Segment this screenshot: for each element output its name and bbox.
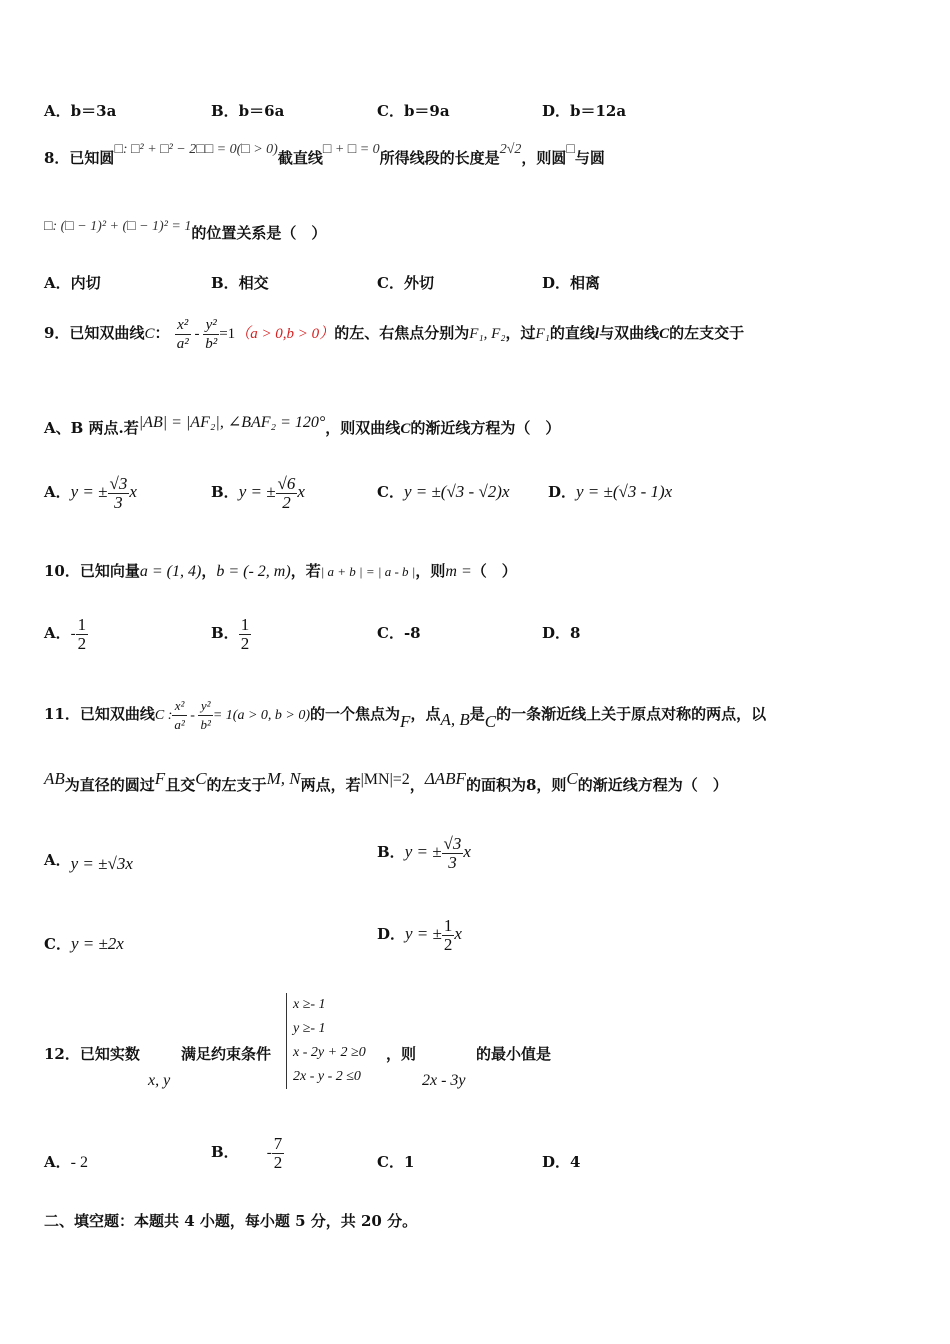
q8-option-c: C．外切 [377, 274, 434, 292]
q8-option-b: B．相交 [211, 274, 269, 292]
q11-stem-line2: AB为直径的圆过F且交C的左支于M, N两点，若|MN|=2，ΔABF的面积为8，则C的渐近线方程为（ ） [44, 769, 728, 794]
constraint-4: 2x - y - 2 ≤0 [293, 1069, 361, 1084]
q8-option-d: D．相离 [542, 274, 601, 292]
mn-length: |MN|=2 [360, 771, 410, 788]
q7-option-c: C．b＝9a [377, 102, 450, 120]
vector-b: b = (- 2, m) [216, 563, 291, 580]
q12-prefix: 12．已知实数 [44, 1045, 140, 1063]
q8-stem-line1: 8．已知圆□: □² + □² − 2□□ = 0(□ > 0)截直线□ + □ = 0所得线段的长度是2√2，则圆□与圆 [44, 142, 605, 167]
q11-number: 11．已知双曲线 [44, 705, 155, 723]
q10-option-b: B． $\frac{1}{2}$ [211, 614, 250, 653]
objective-expression: 2x - 3y [422, 1072, 466, 1089]
y2-over-b2: $\frac{\text{y²}}{\text{b²}}$ [205, 316, 218, 352]
q9-option-a: A．y = ± $\frac{√3}{3}$ x [44, 473, 137, 512]
q11-stem-line1: 11．已知双曲线C : $\frac{\text{x²}}{\text{a²}}$ - $\frac{\text{y²}}{\text{b²}}$ = 1(a > 0, b > 0)的一个焦点为F，点A, B是C的一条渐近线上关于原点对称的两点，以 [44, 697, 767, 732]
constraint-system [286, 993, 366, 1089]
q11-option-c: C．y = ±2x [44, 934, 124, 953]
q11-option-a: A．y = ±√3x [44, 851, 133, 873]
q10-option-c: C．-8 [377, 624, 421, 642]
line-equation: □ + □ = 0 [322, 142, 380, 157]
q12-option-d: D．4 [542, 1153, 581, 1171]
q9-stem-line2: A、B 两点.若|AB| = |AF₂|, ∠BAF₂ = 120°，则双曲线C的渐近线方程为（ ） [44, 414, 561, 437]
q10-stem: 10．已知向量a = (1, 4)，b = (- 2, m)，若| a + b | = | a - b |，则m =（ ） [44, 562, 517, 580]
q12-option-b: B． - $\frac{7}{2}$ [211, 1133, 283, 1172]
q12-option-a: A．- 2 [44, 1153, 88, 1171]
q8-stem-line2: □: (□ − 1)² + (□ − 1)² = 1的位置关系是（ ） [44, 219, 327, 242]
q12-option-c: C．1 [377, 1153, 415, 1171]
q10-option-a: A．- $\frac{1}{2}$ [44, 614, 87, 653]
q9-stem-line1: 9．已知双曲线C： $\frac{\text{x²}}{\text{a²}}$ - $\frac{\text{y²}}{\text{b²}}$ =1（a > 0,b > 0）的左、右焦点分别为F₁, F₂，过F₁的直线l与双曲线C的左支交于 [44, 316, 745, 352]
q9-condition-2: |AB| = |AF₂|, ∠BAF₂ = 120° [138, 414, 326, 431]
foci: F₁, F₂ [469, 326, 506, 342]
triangle-abf: ΔABF [424, 769, 466, 788]
q9-option-c: C．y = ±(√3 - √2)x [377, 482, 510, 501]
q9-number: 9．已知双曲线 [44, 324, 145, 342]
q8-option-a: A．内切 [44, 274, 101, 292]
q11-option-d: D．y = ± $\frac{1}{2}$ x [377, 915, 462, 954]
constraint-3: x - 2y + 2 ≥0 [293, 1045, 366, 1060]
vector-a: a = (1, 4) [139, 563, 202, 580]
variables-xy: x, y [148, 1072, 171, 1089]
q12-condition-label: 满足约束条件 [181, 1045, 272, 1063]
q7-option-d: D．b＝12a [542, 102, 627, 120]
q9-option-d: D．y = ±(√3 - 1)x [548, 482, 673, 501]
circle-n-equation: □: (□ − 1)² + (□ − 1)² = 1 [44, 219, 192, 234]
q9-condition: （a > 0,b > 0） [235, 326, 335, 342]
q10-condition: | a + b | = | a - b | [320, 564, 416, 579]
q7-option-b: B．b＝6a [211, 102, 285, 120]
constraint-2: y ≥- 1 [293, 1021, 326, 1036]
q11-option-b: B．y = ± $\frac{√3}{3}$ x [377, 833, 471, 872]
q8-number: 8．已知圆 [44, 149, 115, 167]
q9-option-b: B．y = ± $\frac{√6}{2}$ x [211, 473, 305, 512]
section-heading-fill-in: 二、填空题：本题共 4 小题，每小题 5 分，共 20 分。 [44, 1212, 418, 1230]
q10-option-d: D．8 [542, 624, 581, 642]
q10-number: 10．已知向量 [44, 562, 140, 580]
circle-m-equation: □: □² + □² − 2□□ = 0(□ > 0) [114, 142, 278, 157]
q7-option-a: A．b＝3a [44, 102, 117, 120]
segment-length: 2√2 [499, 142, 522, 157]
x2-over-a2: $\frac{\text{x²}}{\text{a²}}$ [176, 316, 189, 352]
constraint-1: x ≥- 1 [293, 997, 326, 1012]
